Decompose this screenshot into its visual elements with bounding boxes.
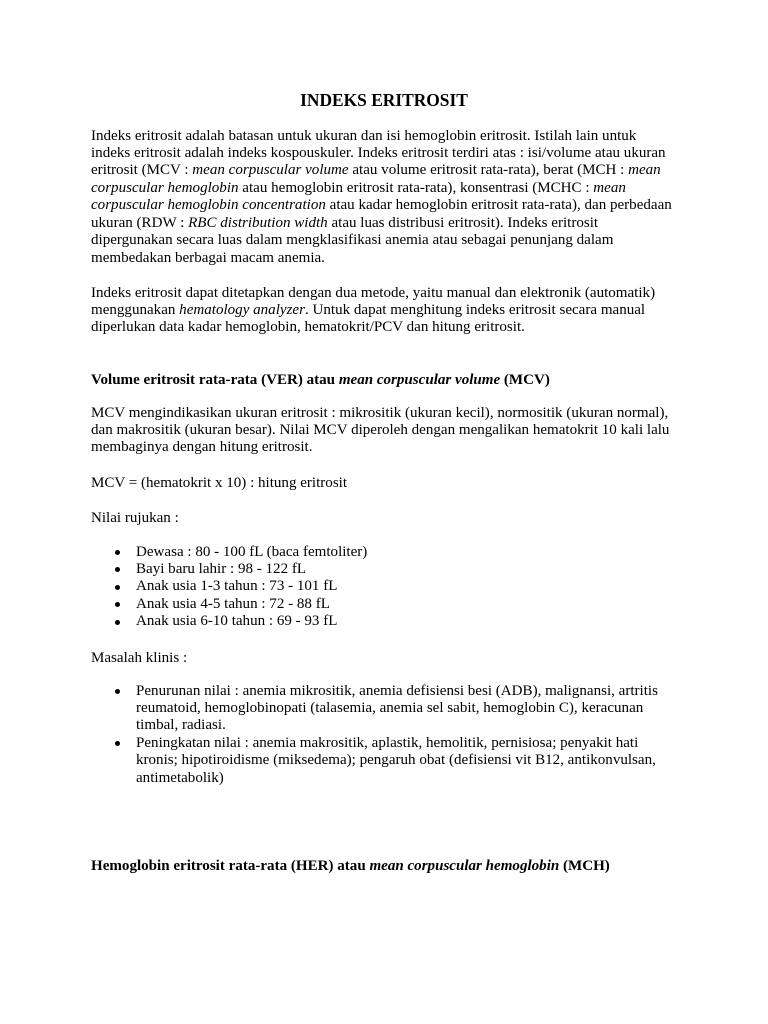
italic-term: RBC distribution width [188,214,328,231]
text-segment: MCV mengindikasikan ukuran eritrosit : mikrositik (ukuran kecil), normositik (ukuran normal), [91,404,669,421]
italic-term: corpuscular hemoglobin [91,179,239,196]
methods-paragraph [91,285,655,337]
list-item-text: timbal, radiasi. [136,717,226,734]
list-item-text: reumatoid, hemoglobinopati (talasemia, anemia sel sabit, hemoglobin C), keracunan [136,699,644,716]
section-heading-mcv [91,372,550,389]
text-segment: Indeks eritrosit dapat ditetapkan dengan dua metode, yaitu manual dan elektronik (automatik) [91,284,656,301]
text-line [91,162,672,179]
text-segment: Indeks eritrosit adalah batasan untuk ukuran dan isi hemoglobin eritrosit. Istilah lain untuk [91,127,637,144]
text-segment: indeks eritrosit adalah indeks kospouskuler. Indeks eritrosit terdiri atas : isi/volume atau ukuran [91,144,666,161]
text-segment: MCV = (hematokrit x 10) : hitung eritrosit [91,474,348,491]
text-line [136,683,658,700]
list-item-text: kronis; hipotiroidisme (miksedema); pengaruh obat (defisiensi vit B12, antikonvulsan, [136,752,656,769]
text-segment: atau hemoglobin eritrosit rata-rata), konsentrasi (MCHC : [238,179,594,196]
bullet-icon [115,620,120,625]
list-item-text: Penurunan nilai : anemia mikrositik, anemia defisiensi besi (ADB), malignansi, artritis [136,682,658,699]
text-segment: membaginya dengan hitung eritrosit. [91,439,313,456]
list-item [91,596,367,613]
list-item-text: Anak usia 1-3 tahun : 73 - 101 fL [136,578,338,595]
text-line [91,858,610,875]
bullet-icon [115,567,120,572]
intro-paragraph [91,128,672,268]
text-line [91,372,550,389]
reference-values-label [91,510,179,527]
text-line [91,285,655,302]
text-segment: dipergunakan secara luas dalam mengklasifikasi anemia atau sebagai penunjang dalam [91,232,614,249]
italic-term: mean corpuscular volume [338,371,501,388]
italic-term: mean corpuscular volume [192,162,349,179]
italic-term: mean corpuscular hemoglobin [369,857,560,874]
text-line [91,250,672,267]
list-item [91,544,367,561]
bullet-icon [115,689,120,694]
text-line [91,180,672,197]
text-segment: (MCH) [559,857,610,874]
text-line [91,405,669,422]
text-segment: atau volume eritrosit rata-rata), berat (MCH : [348,162,629,179]
list-item [91,613,367,630]
italic-term: mean [628,162,661,179]
document-title: INDEKS ERITROSIT [300,90,468,110]
text-line [136,700,658,717]
text-line [91,319,655,336]
list-item [91,683,658,735]
text-segment: Volume eritrosit rata-rata (VER) atau [91,371,339,388]
text-segment: Masalah klinis : [91,649,188,666]
clinical-problems-label [91,650,187,667]
text-line [91,302,655,319]
text-line [91,510,179,527]
text-line [91,145,672,162]
list-item-text: Dewasa : 80 - 100 fL (baca femtoliter) [136,543,368,560]
reference-values-list [91,544,367,631]
text-line [136,770,658,787]
text-segment: membedakan berbagai macam anemia. [91,249,325,266]
clinical-problems-list [91,683,658,788]
bullet-icon [115,550,120,555]
section-heading-mch [91,858,610,875]
text-line [91,197,672,214]
bullet-icon [115,741,120,746]
text-line [136,717,658,734]
italic-term: mean [593,179,626,196]
bullet-icon [115,602,120,607]
text-segment: ukuran (RDW : [91,214,189,231]
text-segment: atau kadar hemoglobin eritrosit rata-rata), dan perbedaan [325,197,672,214]
italic-term: hematology analyzer [179,301,305,318]
text-line [91,232,672,249]
mcv-formula [91,475,347,492]
text-line [91,475,347,492]
text-segment: atau luas distribusi eritrosit). Indeks eritrosit [327,214,599,231]
text-segment: . Untuk dapat menghitung indeks eritrosit secara manual [304,301,646,318]
text-line [91,650,187,667]
text-line [136,752,658,769]
text-segment: menggunakan [91,301,180,318]
text-line [91,128,672,145]
text-line [91,439,669,456]
mcv-description-paragraph [91,405,669,457]
list-item [91,735,658,787]
list-item-text: Bayi baru lahir : 98 - 122 fL [136,560,307,577]
italic-term: corpuscular hemoglobin concentration [91,197,326,214]
list-item-text: Peningkatan nilai : anemia makrositik, aplastik, hemolitik, pernisiosa; penyakit hati [136,734,639,751]
bullet-icon [115,585,120,590]
text-segment: eritrosit (MCV : [91,162,193,179]
list-item-text: Anak usia 6-10 tahun : 69 - 93 fL [136,613,338,630]
text-segment: (MCV) [500,371,550,388]
text-line [91,215,672,232]
list-item-text: Anak usia 4-5 tahun : 72 - 88 fL [136,595,330,612]
list-item-text: antimetabolik) [136,769,224,786]
list-item [91,561,367,578]
text-segment: dan makrositik (ukuran besar). Nilai MCV diperoleh dengan mengalikan hematokrit 10 kali lalu [91,421,670,438]
text-line [136,735,658,752]
text-segment: Nilai rujukan : [91,509,179,526]
text-segment: diperlukan data kadar hemoglobin, hematokrit/PCV dan hitung eritrosit. [91,319,525,336]
text-segment: Hemoglobin eritrosit rata-rata (HER) atau [91,857,370,874]
list-item [91,578,367,595]
text-line [91,422,669,439]
